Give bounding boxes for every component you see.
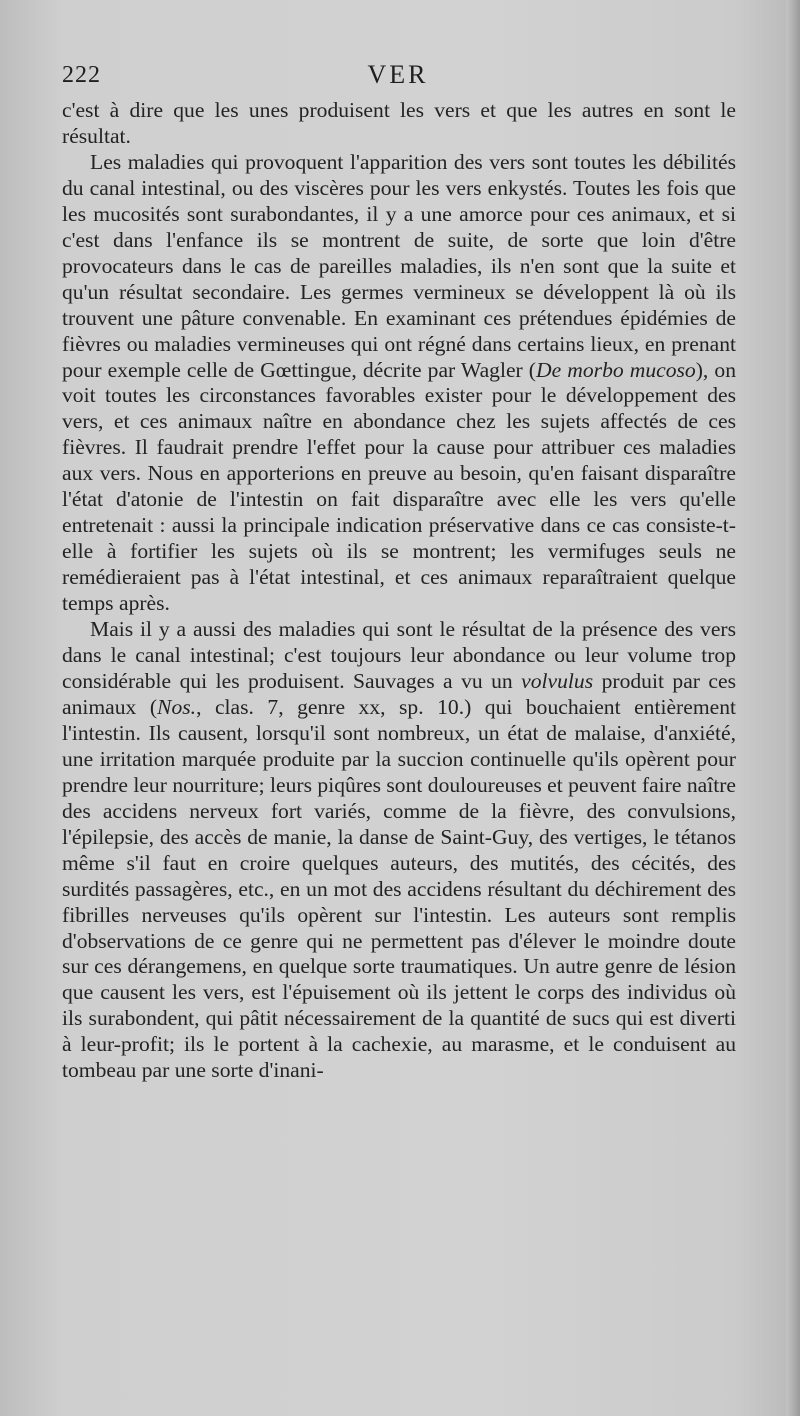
page-edge-shadow (786, 0, 800, 1416)
paragraph-continuation (62, 98, 736, 150)
paragraph-3-text-after-2: , clas. 7, genre xx, sp. 10.) qui bouchaient entièrement l'intestin. Ils causent, lorsqu'il sont nombreux, un état de malaise, d'anxiété, une irritation marquée produite par la succion continuelle qu'ils opèrent pour prendre leur nourriture; leurs piqûres sont douloureuses et peuvent faire naître des accidens nerveux fort variés, comme de la fièvre, des convulsions, l'épilepsie, des accès de manie, la danse de Saint-Guy, des vertiges, le tétanos même s'il faut en croire quelques auteurs, des mutités, des cécités, des surdités passagères, etc., en un mot des accidens résultant du déchirement des fibrilles nerveuses qu'ils opèrent sur l'intestin. Les auteurs sont remplis d'observations de ce genre qui ne permettent pas d'élever le moindre doute sur ces dérangemens, en quelque sorte traumatiques. Un autre genre de lésion que causent les vers, est l'épuisement où ils jettent le corps des individus où ils surabondent, qui pâtit nécessairement de la quantité de sucs qui est diverti à leur-profit; ils le portent à la cachexie, au marasme, et le conduisent au tombeau par une sorte d'inani- (62, 694, 737, 1083)
paragraph-diseases-caused-by-worms (62, 617, 736, 1084)
page-number: 222 (62, 62, 101, 88)
paragraph-diseases-provoking-worms (62, 150, 736, 617)
paragraph-3-italic-volvulus: volvulus (521, 668, 594, 693)
running-head: VER (367, 60, 429, 89)
paragraph-2-italic-title: De morbo mucoso (536, 357, 696, 382)
paragraph-3-text-after: produit par ces animaux ( (62, 668, 737, 719)
paragraph-2-text: Les maladies qui provoquent l'apparition des vers sont toutes les débilités du canal intestinal, ou des viscères pour les vers enkystés. Toutes les fois que les mucosités sont surabondantes, il y a une amorce pour ces animaux, et si c'est dans l'enfance ils se montrent de suite, de sorte que loin d'être provocateurs dans le cas de pareilles maladies, ils n'en sont que la suite et qu'un résultat secondaire. Les germes vermineux se développent là où ils trouvent une pâture convenable. En examinant ces prétendues épidémies de fièvres ou maladies vermineuses qui ont régné dans certains lieux, en prenant pour exemple celle de Gœttingue, décrite par Wagler ( (62, 149, 736, 382)
body-text (62, 98, 736, 1084)
paragraph-1-text: c'est à dire que les unes produisent les vers et que les autres en sont le résultat. (62, 98, 736, 148)
page-header (62, 56, 734, 90)
paragraph-3-italic-reference: Nos. (157, 694, 197, 719)
paragraph-3-text: Mais il y a aussi des maladies qui sont le résultat de la présence des vers dans le canal intestinal; c'est toujours leur abondance ou leur volume trop considérable qui les produisent. Sauvages a vu un (62, 617, 736, 693)
paragraph-2-text-after: ), on voit toutes les circonstances favorables exister pour le développement des vers, et ces animaux naître en abondance chez les sujets affectés de ces fièvres. Il faudrait prendre l'effet pour la cause pour attribuer ces maladies aux vers. Nous en apporterions en preuve au besoin, qu'en faisant disparaître l'état d'atonie de l'intestin on fait disparaître avec elle les vers qu'elle entretenait : aussi la principale indication préservative dans ce cas consiste-t-elle à fortifier les sujets où ils se montrent; les vermifuges seuls ne remédieraient pas à l'état intestinal, et ces animaux reparaîtraient quelque temps après. (62, 357, 737, 616)
